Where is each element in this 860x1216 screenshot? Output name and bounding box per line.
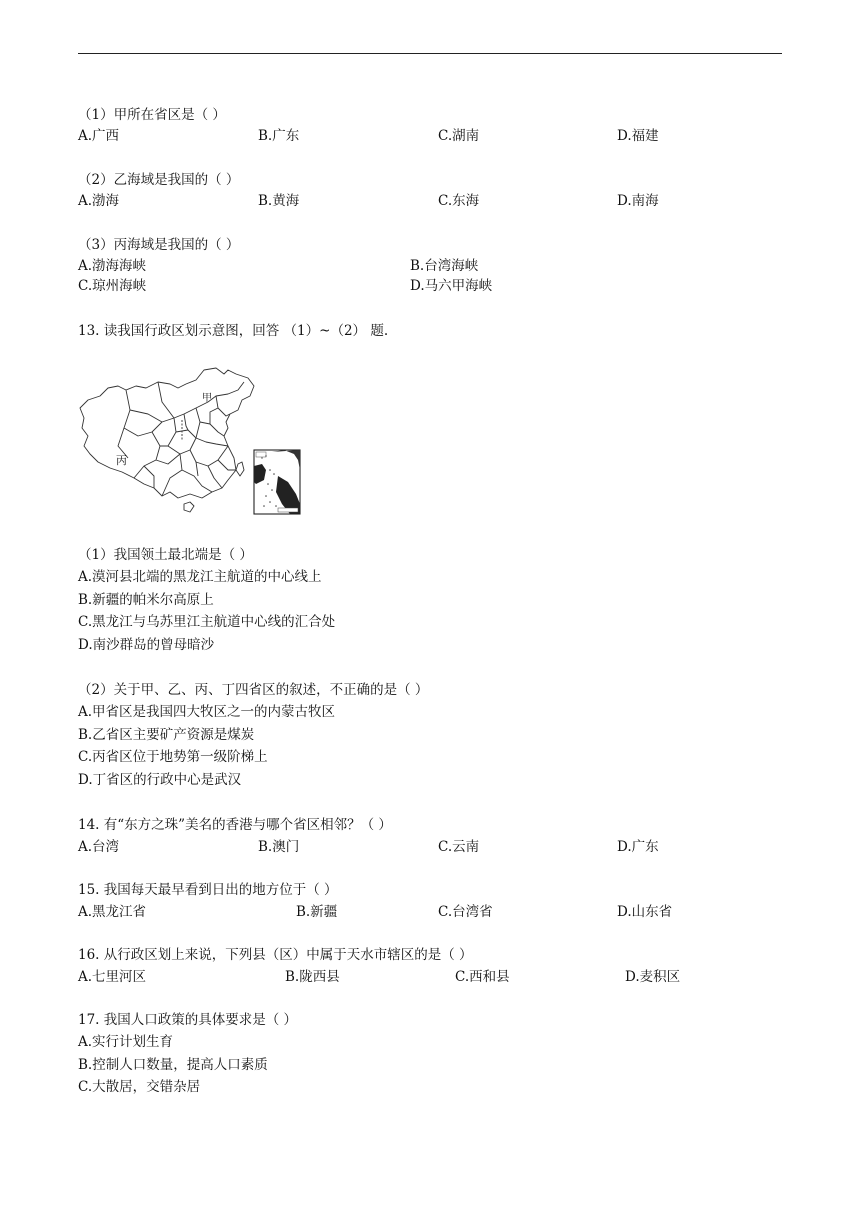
hainan-island bbox=[184, 502, 194, 512]
q14-option-b[interactable]: B.澳门 bbox=[258, 839, 300, 855]
q16-option-a[interactable]: A.七里河区 bbox=[78, 969, 147, 985]
q12-sub3-stem: （3）丙海域是我国的（ ） bbox=[78, 237, 240, 253]
q17-option-b[interactable]: B.控制人口数量，提高人口素质 bbox=[78, 1057, 268, 1073]
q12-sub2-option-d[interactable]: D.南海 bbox=[617, 193, 659, 209]
q12-sub3-option-d[interactable]: D.马六甲海峡 bbox=[410, 278, 493, 294]
q12-sub1-option-d[interactable]: D.福建 bbox=[617, 128, 659, 144]
q17-option-a[interactable]: A.实行计划生育 bbox=[78, 1034, 174, 1050]
q13-sub2-option-d[interactable]: D.丁省区的行政中心是武汉 bbox=[78, 772, 242, 788]
q12-sub2-option-b[interactable]: B.黄海 bbox=[258, 193, 300, 209]
q12-sub1-option-b[interactable]: B.广东 bbox=[258, 128, 300, 144]
q17-option-c[interactable]: C.大散居，交错杂居 bbox=[78, 1079, 201, 1095]
q15-option-a[interactable]: A.黑龙江省 bbox=[78, 904, 147, 920]
q14-stem: 14. 有“东方之珠”美名的香港与哪个省区相邻？（ ） bbox=[78, 817, 392, 833]
china-map-svg bbox=[78, 366, 302, 516]
q12-sub2-option-a[interactable]: A.渤海 bbox=[78, 193, 120, 209]
q15-option-c[interactable]: C.台湾省 bbox=[438, 904, 493, 920]
china-outline bbox=[80, 368, 254, 498]
china-admin-map bbox=[78, 366, 302, 516]
map-label-bing: 丙 bbox=[116, 454, 127, 467]
q13-sub1-stem: （1）我国领土最北端是（ ） bbox=[78, 547, 253, 563]
q13-sub2-stem: （2）关于甲、乙、丙、丁四省区的叙述，不正确的是（ ） bbox=[78, 682, 429, 698]
q15-stem: 15. 我国每天最早看到日出的地方位于（ ） bbox=[78, 882, 338, 898]
q13-sub2-option-b[interactable]: B.乙省区主要矿产资源是煤炭 bbox=[78, 727, 255, 743]
q13-sub2-option-a[interactable]: A.甲省区是我国四大牧区之一的内蒙古牧区 bbox=[78, 704, 336, 720]
q13-sub1-option-a[interactable]: A.漠河县北端的黑龙江主航道的中心线上 bbox=[78, 569, 322, 585]
q12-sub3-option-a[interactable]: A.渤海海峡 bbox=[78, 258, 147, 274]
q16-option-b[interactable]: B.陇西县 bbox=[285, 969, 340, 985]
q13-stem: 13. 读我国行政区划示意图，回答 （1）~（2） 题. bbox=[78, 323, 389, 339]
q16-option-c[interactable]: C.西和县 bbox=[455, 969, 510, 985]
q12-sub3-option-b[interactable]: B.台湾海峡 bbox=[410, 258, 479, 274]
q12-sub2-option-c[interactable]: C.东海 bbox=[438, 193, 480, 209]
q16-option-d[interactable]: D.麦积区 bbox=[625, 969, 681, 985]
q13-sub1-option-b[interactable]: B.新疆的帕米尔高原上 bbox=[78, 592, 214, 608]
q13-sub1-option-c[interactable]: C.黑龙江与乌苏里江主航道中心线的汇合处 bbox=[78, 614, 336, 630]
q13-sub1-option-d[interactable]: D.南沙群岛的曾母暗沙 bbox=[78, 637, 215, 653]
q14-option-c[interactable]: C.云南 bbox=[438, 839, 480, 855]
south-china-sea-inset bbox=[254, 450, 300, 514]
q15-option-d[interactable]: D.山东省 bbox=[617, 904, 673, 920]
q12-sub1-option-a[interactable]: A.广西 bbox=[78, 128, 120, 144]
q12-sub3-option-c[interactable]: C.琼州海峡 bbox=[78, 278, 147, 294]
q17-stem: 17. 我国人口政策的具体要求是（ ） bbox=[78, 1012, 298, 1028]
q15-option-b[interactable]: B.新疆 bbox=[296, 904, 338, 920]
q13-sub2-option-c[interactable]: C.丙省区位于地势第一级阶梯上 bbox=[78, 749, 268, 765]
q14-option-d[interactable]: D.广东 bbox=[617, 839, 659, 855]
q14-option-a[interactable]: A.台湾 bbox=[78, 839, 120, 855]
q12-sub1-stem: （1）甲所在省区是（ ） bbox=[78, 107, 226, 123]
map-label-jia: 甲 bbox=[202, 393, 212, 404]
header-rule bbox=[78, 53, 782, 54]
q16-stem: 16. 从行政区划上来说，下列县（区）中属于天水市辖区的是（ ） bbox=[78, 947, 473, 963]
taiwan-island bbox=[236, 462, 244, 476]
q12-sub2-stem: （2）乙海域是我国的（ ） bbox=[78, 172, 240, 188]
q12-sub1-option-c[interactable]: C.湖南 bbox=[438, 128, 480, 144]
